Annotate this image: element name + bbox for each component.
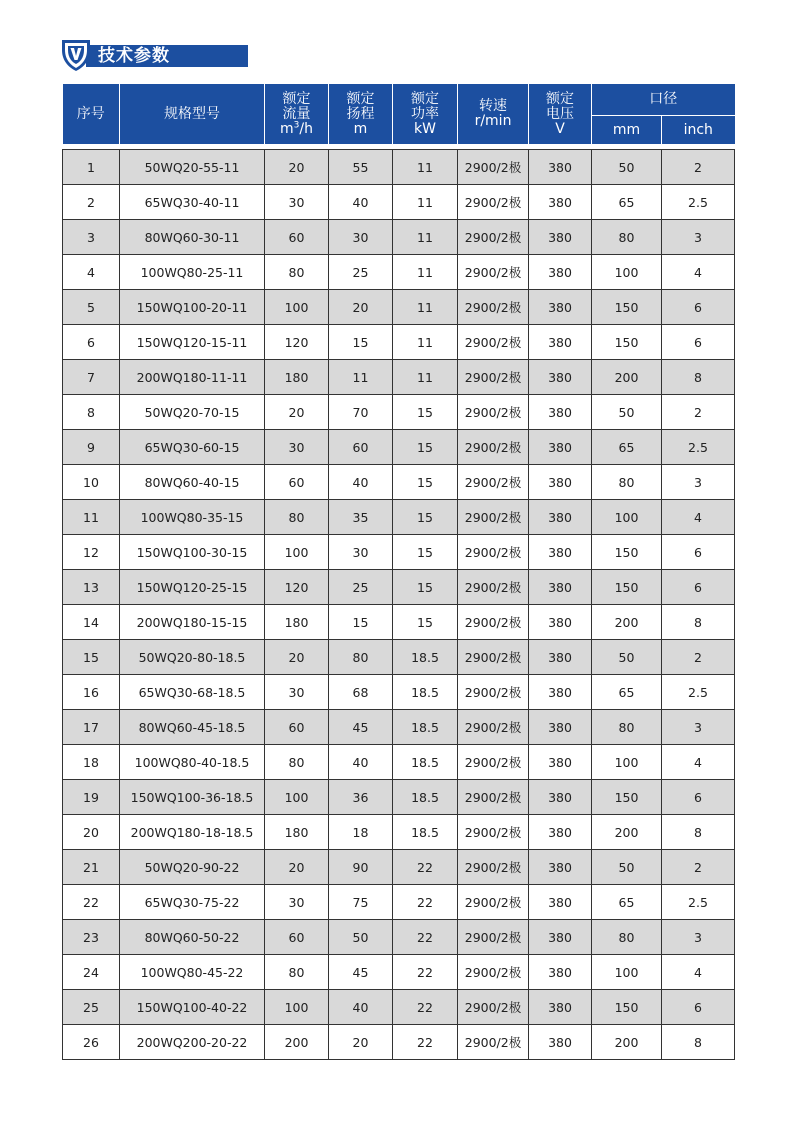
- table-row: [63, 290, 735, 325]
- cell-model: 65WQ30-60-15: [120, 430, 265, 465]
- cell-voltage: 380: [529, 290, 592, 325]
- cell-model: 200WQ200-20-22: [120, 1025, 265, 1060]
- cell-voltage: 380: [529, 430, 592, 465]
- cell-bore-mm: 50: [592, 395, 662, 430]
- header-power-unit: kW: [414, 120, 436, 137]
- header-voltage: [529, 84, 592, 145]
- cell-bore-mm: 150: [592, 780, 662, 815]
- table-row: [63, 360, 735, 395]
- cell-bore-inch: 2: [662, 640, 735, 675]
- cell-voltage: 380: [529, 780, 592, 815]
- cell-model: 100WQ80-35-15: [120, 500, 265, 535]
- table-row: [63, 920, 735, 955]
- header-voltage-line1: 额定: [546, 90, 574, 107]
- cell-flow: 30: [265, 430, 329, 465]
- cell-flow: 30: [265, 675, 329, 710]
- cell-power: 11: [393, 290, 458, 325]
- cell-bore-mm: 80: [592, 220, 662, 255]
- cell-flow: 60: [265, 220, 329, 255]
- table-row: [63, 605, 735, 640]
- cell-model: 80WQ60-45-18.5: [120, 710, 265, 745]
- cell-bore-inch: 6: [662, 990, 735, 1025]
- cell-model: 200WQ180-15-15: [120, 605, 265, 640]
- cell-flow: 180: [265, 605, 329, 640]
- cell-head: 40: [329, 465, 393, 500]
- section-header: [58, 38, 298, 72]
- cell-index: 26: [63, 1025, 120, 1060]
- table-row: [63, 745, 735, 780]
- table-body: [63, 145, 735, 1060]
- cell-speed: 2900/2极: [458, 570, 529, 605]
- cell-speed: 2900/2极: [458, 780, 529, 815]
- cell-bore-mm: 100: [592, 255, 662, 290]
- cell-head: 20: [329, 1025, 393, 1060]
- cell-speed: 2900/2极: [458, 1025, 529, 1060]
- table-row: [63, 640, 735, 675]
- cell-speed: 2900/2极: [458, 640, 529, 675]
- cell-flow: 80: [265, 955, 329, 990]
- cell-flow: 120: [265, 570, 329, 605]
- cell-flow: 30: [265, 185, 329, 220]
- cell-model: 100WQ80-45-22: [120, 955, 265, 990]
- cell-voltage: 380: [529, 920, 592, 955]
- cell-speed: 2900/2极: [458, 290, 529, 325]
- cell-model: 150WQ100-20-11: [120, 290, 265, 325]
- header-head-unit: m: [353, 120, 368, 137]
- cell-model: 65WQ30-68-18.5: [120, 675, 265, 710]
- cell-bore-inch: 2.5: [662, 675, 735, 710]
- cell-bore-mm: 200: [592, 815, 662, 850]
- cell-index: 9: [63, 430, 120, 465]
- table-row: [63, 395, 735, 430]
- header-speed-line1: 转速: [479, 98, 507, 114]
- cell-index: 22: [63, 885, 120, 920]
- cell-power: 11: [393, 150, 458, 185]
- flow-unit-sup: 3: [293, 119, 300, 130]
- cell-power: 18.5: [393, 780, 458, 815]
- cell-index: 6: [63, 325, 120, 360]
- cell-bore-mm: 200: [592, 1025, 662, 1060]
- cell-power: 15: [393, 605, 458, 640]
- cell-bore-inch: 6: [662, 780, 735, 815]
- cell-voltage: 380: [529, 885, 592, 920]
- cell-index: 11: [63, 500, 120, 535]
- header-power: [393, 84, 458, 145]
- cell-bore-mm: 150: [592, 325, 662, 360]
- cell-model: 150WQ100-30-15: [120, 535, 265, 570]
- cell-speed: 2900/2极: [458, 605, 529, 640]
- table-row: [63, 710, 735, 745]
- cell-index: 19: [63, 780, 120, 815]
- cell-bore-inch: 4: [662, 500, 735, 535]
- cell-bore-inch: 8: [662, 605, 735, 640]
- cell-index: 21: [63, 850, 120, 885]
- cell-flow: 60: [265, 710, 329, 745]
- table-row: [63, 990, 735, 1025]
- cell-index: 1: [63, 150, 120, 185]
- section-title: 技术参数: [98, 46, 170, 66]
- cell-power: 11: [393, 255, 458, 290]
- header-index: 序号: [63, 84, 120, 145]
- cell-flow: 60: [265, 920, 329, 955]
- table-row: [63, 465, 735, 500]
- cell-speed: 2900/2极: [458, 990, 529, 1025]
- cell-bore-inch: 6: [662, 325, 735, 360]
- table-row: [63, 885, 735, 920]
- header-flow-line1: 额定: [282, 90, 311, 107]
- cell-model: 50WQ20-70-15: [120, 395, 265, 430]
- cell-bore-inch: 3: [662, 710, 735, 745]
- cell-power: 15: [393, 570, 458, 605]
- cell-flow: 60: [265, 465, 329, 500]
- cell-bore-inch: 2.5: [662, 885, 735, 920]
- cell-model: 80WQ60-40-15: [120, 465, 265, 500]
- cell-model: 150WQ120-15-11: [120, 325, 265, 360]
- cell-bore-inch: 2.5: [662, 185, 735, 220]
- cell-voltage: 380: [529, 255, 592, 290]
- cell-speed: 2900/2极: [458, 360, 529, 395]
- cell-speed: 2900/2极: [458, 955, 529, 990]
- cell-bore-mm: 65: [592, 885, 662, 920]
- cell-model: 150WQ100-40-22: [120, 990, 265, 1025]
- header-power-line2: 功率: [411, 105, 439, 122]
- cell-voltage: 380: [529, 710, 592, 745]
- cell-index: 15: [63, 640, 120, 675]
- cell-head: 36: [329, 780, 393, 815]
- shield-v-icon: [58, 38, 94, 72]
- cell-power: 18.5: [393, 640, 458, 675]
- cell-bore-inch: 4: [662, 255, 735, 290]
- header-bore: 口径: [592, 84, 735, 116]
- cell-bore-inch: 2: [662, 395, 735, 430]
- cell-flow: 80: [265, 500, 329, 535]
- cell-power: 15: [393, 535, 458, 570]
- cell-bore-mm: 65: [592, 675, 662, 710]
- specs-table: [62, 84, 735, 1060]
- cell-head: 15: [329, 605, 393, 640]
- cell-speed: 2900/2极: [458, 500, 529, 535]
- cell-bore-mm: 100: [592, 745, 662, 780]
- cell-index: 25: [63, 990, 120, 1025]
- cell-bore-mm: 50: [592, 850, 662, 885]
- cell-index: 12: [63, 535, 120, 570]
- cell-bore-mm: 50: [592, 150, 662, 185]
- table-row: [63, 325, 735, 360]
- cell-speed: 2900/2极: [458, 745, 529, 780]
- cell-voltage: 380: [529, 640, 592, 675]
- cell-head: 30: [329, 220, 393, 255]
- cell-voltage: 380: [529, 535, 592, 570]
- cell-index: 7: [63, 360, 120, 395]
- cell-model: 80WQ60-50-22: [120, 920, 265, 955]
- cell-model: 50WQ20-80-18.5: [120, 640, 265, 675]
- cell-bore-inch: 3: [662, 920, 735, 955]
- cell-speed: 2900/2极: [458, 850, 529, 885]
- cell-index: 8: [63, 395, 120, 430]
- cell-flow: 100: [265, 990, 329, 1025]
- header-bore-mm: mm: [592, 116, 662, 145]
- cell-index: 20: [63, 815, 120, 850]
- cell-voltage: 380: [529, 675, 592, 710]
- cell-voltage: 380: [529, 1025, 592, 1060]
- cell-power: 18.5: [393, 745, 458, 780]
- cell-speed: 2900/2极: [458, 710, 529, 745]
- header-flow: [265, 84, 329, 145]
- cell-power: 15: [393, 430, 458, 465]
- cell-head: 25: [329, 255, 393, 290]
- cell-speed: 2900/2极: [458, 465, 529, 500]
- cell-index: 10: [63, 465, 120, 500]
- table-row: [63, 1025, 735, 1060]
- cell-head: 50: [329, 920, 393, 955]
- cell-power: 11: [393, 325, 458, 360]
- cell-model: 150WQ120-25-15: [120, 570, 265, 605]
- cell-bore-inch: 6: [662, 570, 735, 605]
- cell-speed: 2900/2极: [458, 675, 529, 710]
- header-head-line1: 额定: [346, 90, 375, 107]
- cell-bore-mm: 80: [592, 465, 662, 500]
- cell-model: 200WQ180-11-11: [120, 360, 265, 395]
- cell-voltage: 380: [529, 325, 592, 360]
- cell-bore-inch: 6: [662, 290, 735, 325]
- table-row: [63, 850, 735, 885]
- cell-bore-inch: 6: [662, 535, 735, 570]
- cell-bore-mm: 65: [592, 430, 662, 465]
- cell-bore-inch: 2.5: [662, 430, 735, 465]
- cell-head: 20: [329, 290, 393, 325]
- cell-flow: 100: [265, 780, 329, 815]
- cell-voltage: 380: [529, 815, 592, 850]
- cell-power: 18.5: [393, 675, 458, 710]
- cell-index: 23: [63, 920, 120, 955]
- table-row: [63, 150, 735, 185]
- cell-flow: 20: [265, 850, 329, 885]
- cell-flow: 180: [265, 815, 329, 850]
- table-row: [63, 570, 735, 605]
- cell-model: 50WQ20-55-11: [120, 150, 265, 185]
- table-row: [63, 535, 735, 570]
- cell-index: 18: [63, 745, 120, 780]
- table-row: [63, 815, 735, 850]
- cell-bore-mm: 150: [592, 290, 662, 325]
- cell-speed: 2900/2极: [458, 255, 529, 290]
- header-bore-inch: inch: [662, 116, 735, 145]
- cell-voltage: 380: [529, 745, 592, 780]
- flow-unit-tail: /h: [299, 120, 313, 137]
- cell-voltage: 380: [529, 220, 592, 255]
- flow-unit-base: m: [280, 120, 294, 137]
- cell-head: 55: [329, 150, 393, 185]
- cell-voltage: 380: [529, 500, 592, 535]
- cell-voltage: 380: [529, 360, 592, 395]
- table-row: [63, 500, 735, 535]
- header-voltage-line2: 电压: [546, 105, 574, 122]
- cell-model: 80WQ60-30-11: [120, 220, 265, 255]
- cell-bore-mm: 100: [592, 500, 662, 535]
- cell-voltage: 380: [529, 570, 592, 605]
- cell-flow: 120: [265, 325, 329, 360]
- cell-flow: 180: [265, 360, 329, 395]
- cell-flow: 20: [265, 640, 329, 675]
- cell-model: 150WQ100-36-18.5: [120, 780, 265, 815]
- cell-bore-inch: 3: [662, 220, 735, 255]
- cell-voltage: 380: [529, 150, 592, 185]
- cell-head: 60: [329, 430, 393, 465]
- cell-head: 45: [329, 955, 393, 990]
- cell-bore-mm: 150: [592, 535, 662, 570]
- cell-head: 25: [329, 570, 393, 605]
- cell-bore-mm: 65: [592, 185, 662, 220]
- cell-head: 40: [329, 990, 393, 1025]
- cell-bore-mm: 200: [592, 360, 662, 395]
- cell-flow: 100: [265, 535, 329, 570]
- cell-power: 11: [393, 220, 458, 255]
- cell-head: 35: [329, 500, 393, 535]
- table-header: [63, 84, 735, 145]
- table-row: [63, 255, 735, 290]
- cell-bore-inch: 8: [662, 815, 735, 850]
- cell-speed: 2900/2极: [458, 185, 529, 220]
- cell-power: 22: [393, 885, 458, 920]
- cell-voltage: 380: [529, 465, 592, 500]
- cell-model: 100WQ80-25-11: [120, 255, 265, 290]
- cell-flow: 200: [265, 1025, 329, 1060]
- table-row: [63, 430, 735, 465]
- cell-voltage: 380: [529, 395, 592, 430]
- cell-flow: 30: [265, 885, 329, 920]
- cell-head: 45: [329, 710, 393, 745]
- header-voltage-unit: V: [555, 120, 565, 137]
- cell-power: 11: [393, 360, 458, 395]
- cell-head: 40: [329, 745, 393, 780]
- cell-model: 65WQ30-40-11: [120, 185, 265, 220]
- cell-flow: 80: [265, 745, 329, 780]
- table-row: [63, 220, 735, 255]
- cell-head: 18: [329, 815, 393, 850]
- cell-head: 11: [329, 360, 393, 395]
- table-row: [63, 780, 735, 815]
- cell-bore-inch: 4: [662, 745, 735, 780]
- cell-power: 18.5: [393, 710, 458, 745]
- cell-speed: 2900/2极: [458, 395, 529, 430]
- cell-index: 17: [63, 710, 120, 745]
- header-power-line1: 额定: [411, 90, 439, 107]
- cell-flow: 80: [265, 255, 329, 290]
- cell-index: 5: [63, 290, 120, 325]
- cell-index: 4: [63, 255, 120, 290]
- cell-power: 18.5: [393, 815, 458, 850]
- cell-flow: 20: [265, 395, 329, 430]
- header-flow-unit: [265, 119, 328, 137]
- cell-head: 70: [329, 395, 393, 430]
- table-row: [63, 955, 735, 990]
- cell-bore-inch: 2: [662, 150, 735, 185]
- cell-voltage: 380: [529, 185, 592, 220]
- cell-voltage: 380: [529, 955, 592, 990]
- cell-index: 2: [63, 185, 120, 220]
- cell-power: 22: [393, 1025, 458, 1060]
- cell-model: 50WQ20-90-22: [120, 850, 265, 885]
- table-row: [63, 185, 735, 220]
- cell-index: 16: [63, 675, 120, 710]
- cell-speed: 2900/2极: [458, 815, 529, 850]
- cell-head: 40: [329, 185, 393, 220]
- cell-model: 200WQ180-18-18.5: [120, 815, 265, 850]
- cell-bore-inch: 8: [662, 360, 735, 395]
- cell-power: 15: [393, 465, 458, 500]
- cell-bore-mm: 80: [592, 710, 662, 745]
- cell-index: 3: [63, 220, 120, 255]
- cell-head: 75: [329, 885, 393, 920]
- cell-power: 22: [393, 850, 458, 885]
- cell-head: 68: [329, 675, 393, 710]
- cell-power: 22: [393, 920, 458, 955]
- cell-power: 15: [393, 395, 458, 430]
- cell-bore-mm: 200: [592, 605, 662, 640]
- cell-speed: 2900/2极: [458, 325, 529, 360]
- header-head: [329, 84, 393, 145]
- cell-bore-inch: 3: [662, 465, 735, 500]
- cell-speed: 2900/2极: [458, 430, 529, 465]
- cell-bore-inch: 8: [662, 1025, 735, 1060]
- cell-voltage: 380: [529, 605, 592, 640]
- header-flow-line2: 流量: [282, 105, 311, 122]
- cell-flow: 100: [265, 290, 329, 325]
- cell-voltage: 380: [529, 850, 592, 885]
- header-head-line2: 扬程: [346, 105, 375, 122]
- cell-bore-mm: 100: [592, 955, 662, 990]
- cell-speed: 2900/2极: [458, 535, 529, 570]
- cell-bore-mm: 150: [592, 570, 662, 605]
- cell-bore-mm: 50: [592, 640, 662, 675]
- cell-index: 24: [63, 955, 120, 990]
- cell-power: 15: [393, 500, 458, 535]
- cell-bore-mm: 150: [592, 990, 662, 1025]
- cell-power: 22: [393, 990, 458, 1025]
- cell-speed: 2900/2极: [458, 150, 529, 185]
- header-speed: [458, 84, 529, 145]
- cell-index: 13: [63, 570, 120, 605]
- cell-model: 100WQ80-40-18.5: [120, 745, 265, 780]
- cell-speed: 2900/2极: [458, 220, 529, 255]
- cell-speed: 2900/2极: [458, 885, 529, 920]
- cell-power: 22: [393, 955, 458, 990]
- cell-index: 14: [63, 605, 120, 640]
- header-speed-unit: r/min: [474, 113, 512, 129]
- cell-voltage: 380: [529, 990, 592, 1025]
- cell-head: 90: [329, 850, 393, 885]
- table-row: [63, 675, 735, 710]
- cell-head: 30: [329, 535, 393, 570]
- cell-speed: 2900/2极: [458, 920, 529, 955]
- cell-flow: 20: [265, 150, 329, 185]
- cell-bore-inch: 4: [662, 955, 735, 990]
- cell-bore-mm: 80: [592, 920, 662, 955]
- cell-head: 80: [329, 640, 393, 675]
- header-model: 规格型号: [120, 84, 265, 145]
- cell-model: 65WQ30-75-22: [120, 885, 265, 920]
- cell-power: 11: [393, 185, 458, 220]
- cell-bore-inch: 2: [662, 850, 735, 885]
- cell-head: 15: [329, 325, 393, 360]
